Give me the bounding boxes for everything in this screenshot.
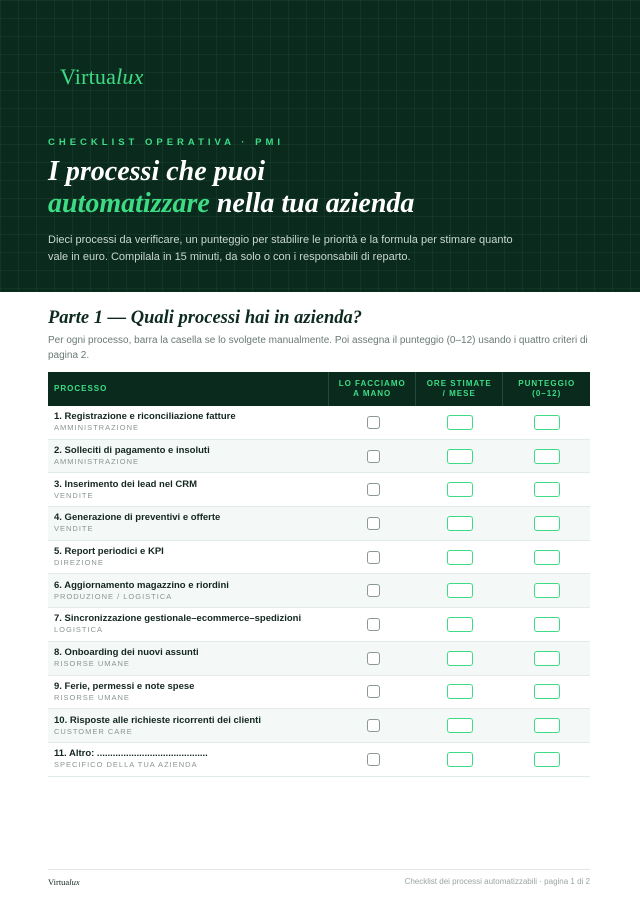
manual-checkbox[interactable] <box>367 517 380 530</box>
score-input[interactable] <box>534 516 560 531</box>
score-cell <box>503 684 590 699</box>
hours-input[interactable] <box>447 482 473 497</box>
score-input[interactable] <box>534 651 560 666</box>
process-department: LOGISTICA <box>54 625 104 635</box>
hours-cell <box>416 449 503 464</box>
hours-cell <box>416 482 503 497</box>
score-input[interactable] <box>534 449 560 464</box>
table-row <box>48 574 590 608</box>
hours-cell <box>416 718 503 733</box>
process-department: RISORSE UMANE <box>54 659 130 669</box>
score-input[interactable] <box>534 550 560 565</box>
footer-brand-part-b: lux <box>69 877 80 887</box>
process-cell <box>48 546 330 568</box>
hero-banner <box>0 0 640 292</box>
process-name: 6. Aggiornamento magazzino e riordini <box>54 579 229 591</box>
hero-title-line1: I processi che puoi <box>48 156 265 187</box>
process-name: 8. Onboarding dei nuovi assunti <box>54 647 199 659</box>
hours-cell <box>416 415 503 430</box>
score-input[interactable] <box>534 684 560 699</box>
process-department: PRODUZIONE / LOGISTICA <box>54 591 173 601</box>
manual-cell <box>330 753 416 766</box>
score-cell <box>503 482 590 497</box>
score-input[interactable] <box>534 583 560 598</box>
manual-cell <box>330 719 416 732</box>
manual-cell <box>330 450 416 463</box>
score-cell <box>503 651 590 666</box>
hours-cell <box>416 516 503 531</box>
header-score <box>502 372 590 406</box>
table-row <box>48 608 590 642</box>
hours-cell <box>416 617 503 632</box>
manual-cell <box>330 652 416 665</box>
table-body <box>48 406 590 777</box>
header-hours-line1: ORE STIMATE <box>426 379 492 388</box>
process-cell <box>48 411 330 433</box>
process-cell <box>48 748 330 770</box>
manual-cell <box>330 416 416 429</box>
process-cell <box>48 715 330 737</box>
hours-cell <box>416 684 503 699</box>
table-row <box>48 676 590 710</box>
header-process: PROCESSO <box>54 384 108 393</box>
manual-cell <box>330 551 416 564</box>
brand-logo <box>60 64 144 90</box>
process-name: 2. Solleciti di pagamento e insoluti <box>54 445 210 457</box>
header-manual <box>328 372 415 406</box>
table-row <box>48 473 590 507</box>
footer-page-info: Checklist dei processi automatizzabili · pagina 1 di 2 <box>404 877 590 886</box>
score-input[interactable] <box>534 482 560 497</box>
table-row <box>48 743 590 777</box>
hero-title <box>48 156 608 220</box>
manual-checkbox[interactable] <box>367 618 380 631</box>
hours-cell <box>416 651 503 666</box>
process-department: AMMINISTRAZIONE <box>54 423 140 433</box>
footer-divider <box>48 869 590 870</box>
manual-checkbox[interactable] <box>367 753 380 766</box>
process-cell <box>48 681 330 703</box>
hours-input[interactable] <box>447 516 473 531</box>
manual-cell <box>330 517 416 530</box>
process-department: RISORSE UMANE <box>54 692 130 702</box>
score-input[interactable] <box>534 617 560 632</box>
header-score-line1: PUNTEGGIO <box>518 379 576 388</box>
process-cell <box>48 613 330 635</box>
process-name: 3. Inserimento dei lead nel CRM <box>54 478 198 490</box>
process-name: 10. Risposte alle richieste ricorrenti dei clienti <box>54 714 261 726</box>
score-cell <box>503 449 590 464</box>
footer-brand-part-a: Virtua <box>48 877 70 887</box>
hours-input[interactable] <box>447 718 473 733</box>
footer-brand <box>48 877 80 887</box>
process-department: VENDITE <box>54 490 94 500</box>
process-name: 11. Altro: .......................................... <box>54 748 208 760</box>
table-row <box>48 406 590 440</box>
process-table <box>48 372 590 777</box>
brand-logo-part-b: lux <box>116 64 144 89</box>
hours-input[interactable] <box>447 583 473 598</box>
process-name: 1. Registrazione e riconciliazione fatture <box>54 411 236 423</box>
hours-input[interactable] <box>447 449 473 464</box>
manual-cell <box>330 584 416 597</box>
process-name: 7. Sincronizzazione gestionale–ecommerce–spedizioni <box>54 613 302 625</box>
manual-cell <box>330 483 416 496</box>
table-row <box>48 541 590 575</box>
header-manual-line2: A MANO <box>353 389 392 398</box>
score-cell <box>503 550 590 565</box>
process-cell <box>48 647 330 669</box>
hero-title-accent: automatizzare <box>48 188 210 219</box>
manual-checkbox[interactable] <box>367 483 380 496</box>
process-cell <box>48 512 330 534</box>
score-cell <box>503 583 590 598</box>
manual-checkbox[interactable] <box>367 551 380 564</box>
hours-cell <box>416 752 503 767</box>
manual-checkbox[interactable] <box>367 652 380 665</box>
table-row <box>48 642 590 676</box>
hero-title-rest: nella tua azienda <box>209 188 415 219</box>
process-name: 4. Generazione di preventivi e offerte <box>54 512 221 524</box>
manual-checkbox[interactable] <box>367 685 380 698</box>
process-department: SPECIFICO DELLA TUA AZIENDA <box>54 760 198 770</box>
table-row <box>48 507 590 541</box>
manual-cell <box>330 618 416 631</box>
hours-input[interactable] <box>447 651 473 666</box>
hours-input[interactable] <box>447 684 473 699</box>
hours-cell <box>416 583 503 598</box>
brand-logo-part-a: Virtua <box>60 64 117 89</box>
process-cell <box>48 479 330 501</box>
process-department: CUSTOMER CARE <box>54 726 133 736</box>
hero-eyebrow: CHECKLIST OPERATIVA · PMI <box>48 137 284 148</box>
score-cell <box>503 617 590 632</box>
process-department: AMMINISTRAZIONE <box>54 457 140 467</box>
hours-input[interactable] <box>447 550 473 565</box>
manual-checkbox[interactable] <box>367 450 380 463</box>
table-row <box>48 709 590 743</box>
header-manual-line1: LO FACCIAMO <box>338 379 406 388</box>
hero-intro: Dieci processi da verificare, un punteggio per stabilire le priorità e la formula per stimare quanto vale in euro. Compilala in 15 minuti, da solo o con i responsabili di reparto. <box>48 234 513 263</box>
score-input[interactable] <box>534 752 560 767</box>
score-input[interactable] <box>534 415 560 430</box>
table-row <box>48 440 590 474</box>
hours-cell <box>416 550 503 565</box>
part1-description: Per ogni processo, barra la casella se lo svolgete manualmente. Poi assegna il punteggio (0–12) usando i quattro criteri di pagina 2. <box>48 335 588 361</box>
process-cell <box>48 580 330 602</box>
manual-checkbox[interactable] <box>367 416 380 429</box>
header-hours-line2: / MESE <box>442 389 476 398</box>
manual-cell <box>330 685 416 698</box>
hours-input[interactable] <box>447 617 473 632</box>
score-input[interactable] <box>534 718 560 733</box>
table-header <box>48 372 590 406</box>
process-cell <box>48 445 330 467</box>
score-cell <box>503 718 590 733</box>
process-name: 5. Report periodici e KPI <box>54 546 164 558</box>
score-cell <box>503 752 590 767</box>
process-name: 9. Ferie, permessi e note spese <box>54 680 195 692</box>
score-cell <box>503 415 590 430</box>
process-department: DIREZIONE <box>54 558 104 568</box>
score-cell <box>503 516 590 531</box>
manual-checkbox[interactable] <box>367 719 380 732</box>
manual-checkbox[interactable] <box>367 584 380 597</box>
header-hours <box>415 372 503 406</box>
process-department: VENDITE <box>54 524 94 534</box>
hours-input[interactable] <box>447 415 473 430</box>
header-score-line2: (0–12) <box>532 389 562 398</box>
hours-input[interactable] <box>447 752 473 767</box>
part1-title: Parte 1 — Quali processi hai in azienda? <box>48 308 363 328</box>
